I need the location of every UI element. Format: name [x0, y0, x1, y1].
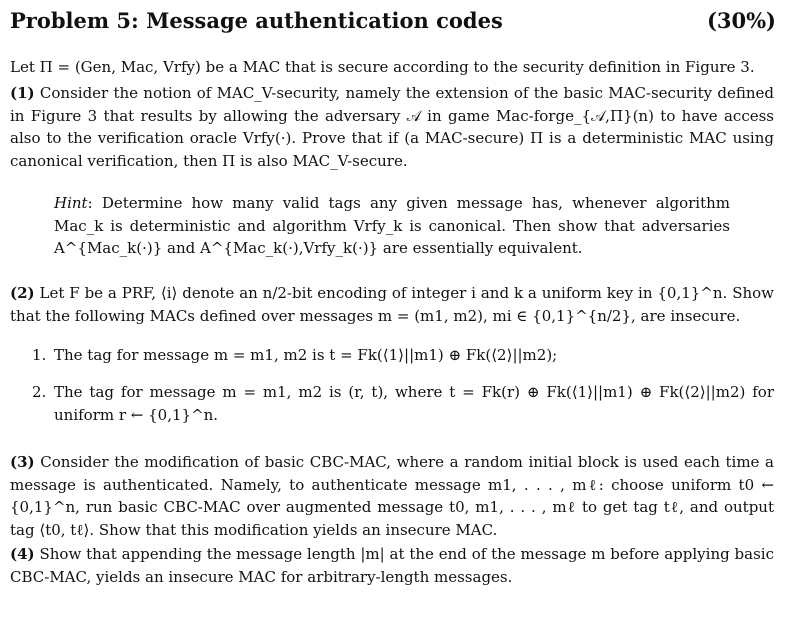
item-text: The tag for message m = m1, m2 is (r, t), where t = Fk(r) ⊕ Fk(⟨1⟩||m1) ⊕ Fk(⟨2⟩||m2) for uniform r ← {0,1}^n.	[54, 383, 774, 424]
part-1	[10, 82, 774, 172]
part-2-item-2	[32, 381, 774, 426]
intro-paragraph	[10, 56, 774, 79]
hint-block: Hint: Determine how many valid tags any given message has, whenever algorithm Mac_k is deterministic and algorithm Vrfy_k is canonical. Then show that adversaries A^{Mac_k(·)} and A^{Mac_k(·),Vrfy_k(·)} are essentially equivalent.	[54, 194, 730, 257]
part-4	[10, 543, 774, 588]
problem-header	[10, 8, 776, 33]
part-2-label: (2)	[10, 284, 35, 302]
part-1-text: Consider the notion of MAC_V-security, namely the extension of the basic MAC-security defined in Figure 3 that results by allowing the adversary 𝒜 in game Mac-forge_{𝒜,Π}(n) to have access also to the verification oracle Vrfy(·). Prove that if (a MAC-secure) Π is a deterministic MAC using canonical verification, then Π is also MAC_V-secure.	[10, 84, 774, 170]
part-1-label: (1)	[10, 84, 35, 102]
hint-text: Determine how many valid tags any given message has, whenever algorithm Mac_k is deterministic and algorithm Vrfy_k is canonical. Then show that adversaries A^{Mac_k(·)} and A^{Mac_k(·),Vrfy_k(·)} are essentially equivalent.	[54, 194, 730, 257]
item-number: 2.	[32, 383, 47, 401]
item-number: 1.	[32, 346, 47, 364]
part-2	[10, 282, 774, 327]
problem-points: (30%)	[706, 8, 776, 33]
part-4-text: Show that appending the message length |m| at the end of the message m before applying basic CBC-MAC, yields an insecure MAC for arbitrary-length messages.	[10, 545, 774, 586]
part-2-item-1	[32, 344, 774, 367]
hint-label: Hint	[54, 194, 88, 212]
part-4-label: (4)	[10, 545, 35, 563]
part-3	[10, 451, 774, 541]
part-2-text: Let F be a PRF, ⟨i⟩ denote an n/2-bit encoding of integer i and k a uniform key in {0,1}^n. Show that the following MACs defined over messages m = (m1, m2), mi ∈ {0,1}^{n/2}, are insecure.	[10, 284, 774, 325]
problem-title: Problem 5: Message authentication codes	[10, 8, 503, 33]
intro-text: Let Π = (Gen, Mac, Vrfy) be a MAC that is secure according to the security definition in Figure 3.	[10, 58, 755, 76]
part-3-label: (3)	[10, 453, 35, 471]
part-3-text: Consider the modification of basic CBC-MAC, where a random initial block is used each time a message is authenticated. Namely, to authenticate message m1, . . . , mℓ: choose uniform t0 ← {0,1}^n, run basic CBC-MAC over augmented message t0, m1, . . . , mℓ to get tag tℓ, and output tag ⟨t0, tℓ⟩. Show that this modification yields an insecure MAC.	[10, 453, 774, 539]
item-text: The tag for message m = m1, m2 is t = Fk(⟨1⟩||m1) ⊕ Fk(⟨2⟩||m2);	[54, 346, 558, 364]
